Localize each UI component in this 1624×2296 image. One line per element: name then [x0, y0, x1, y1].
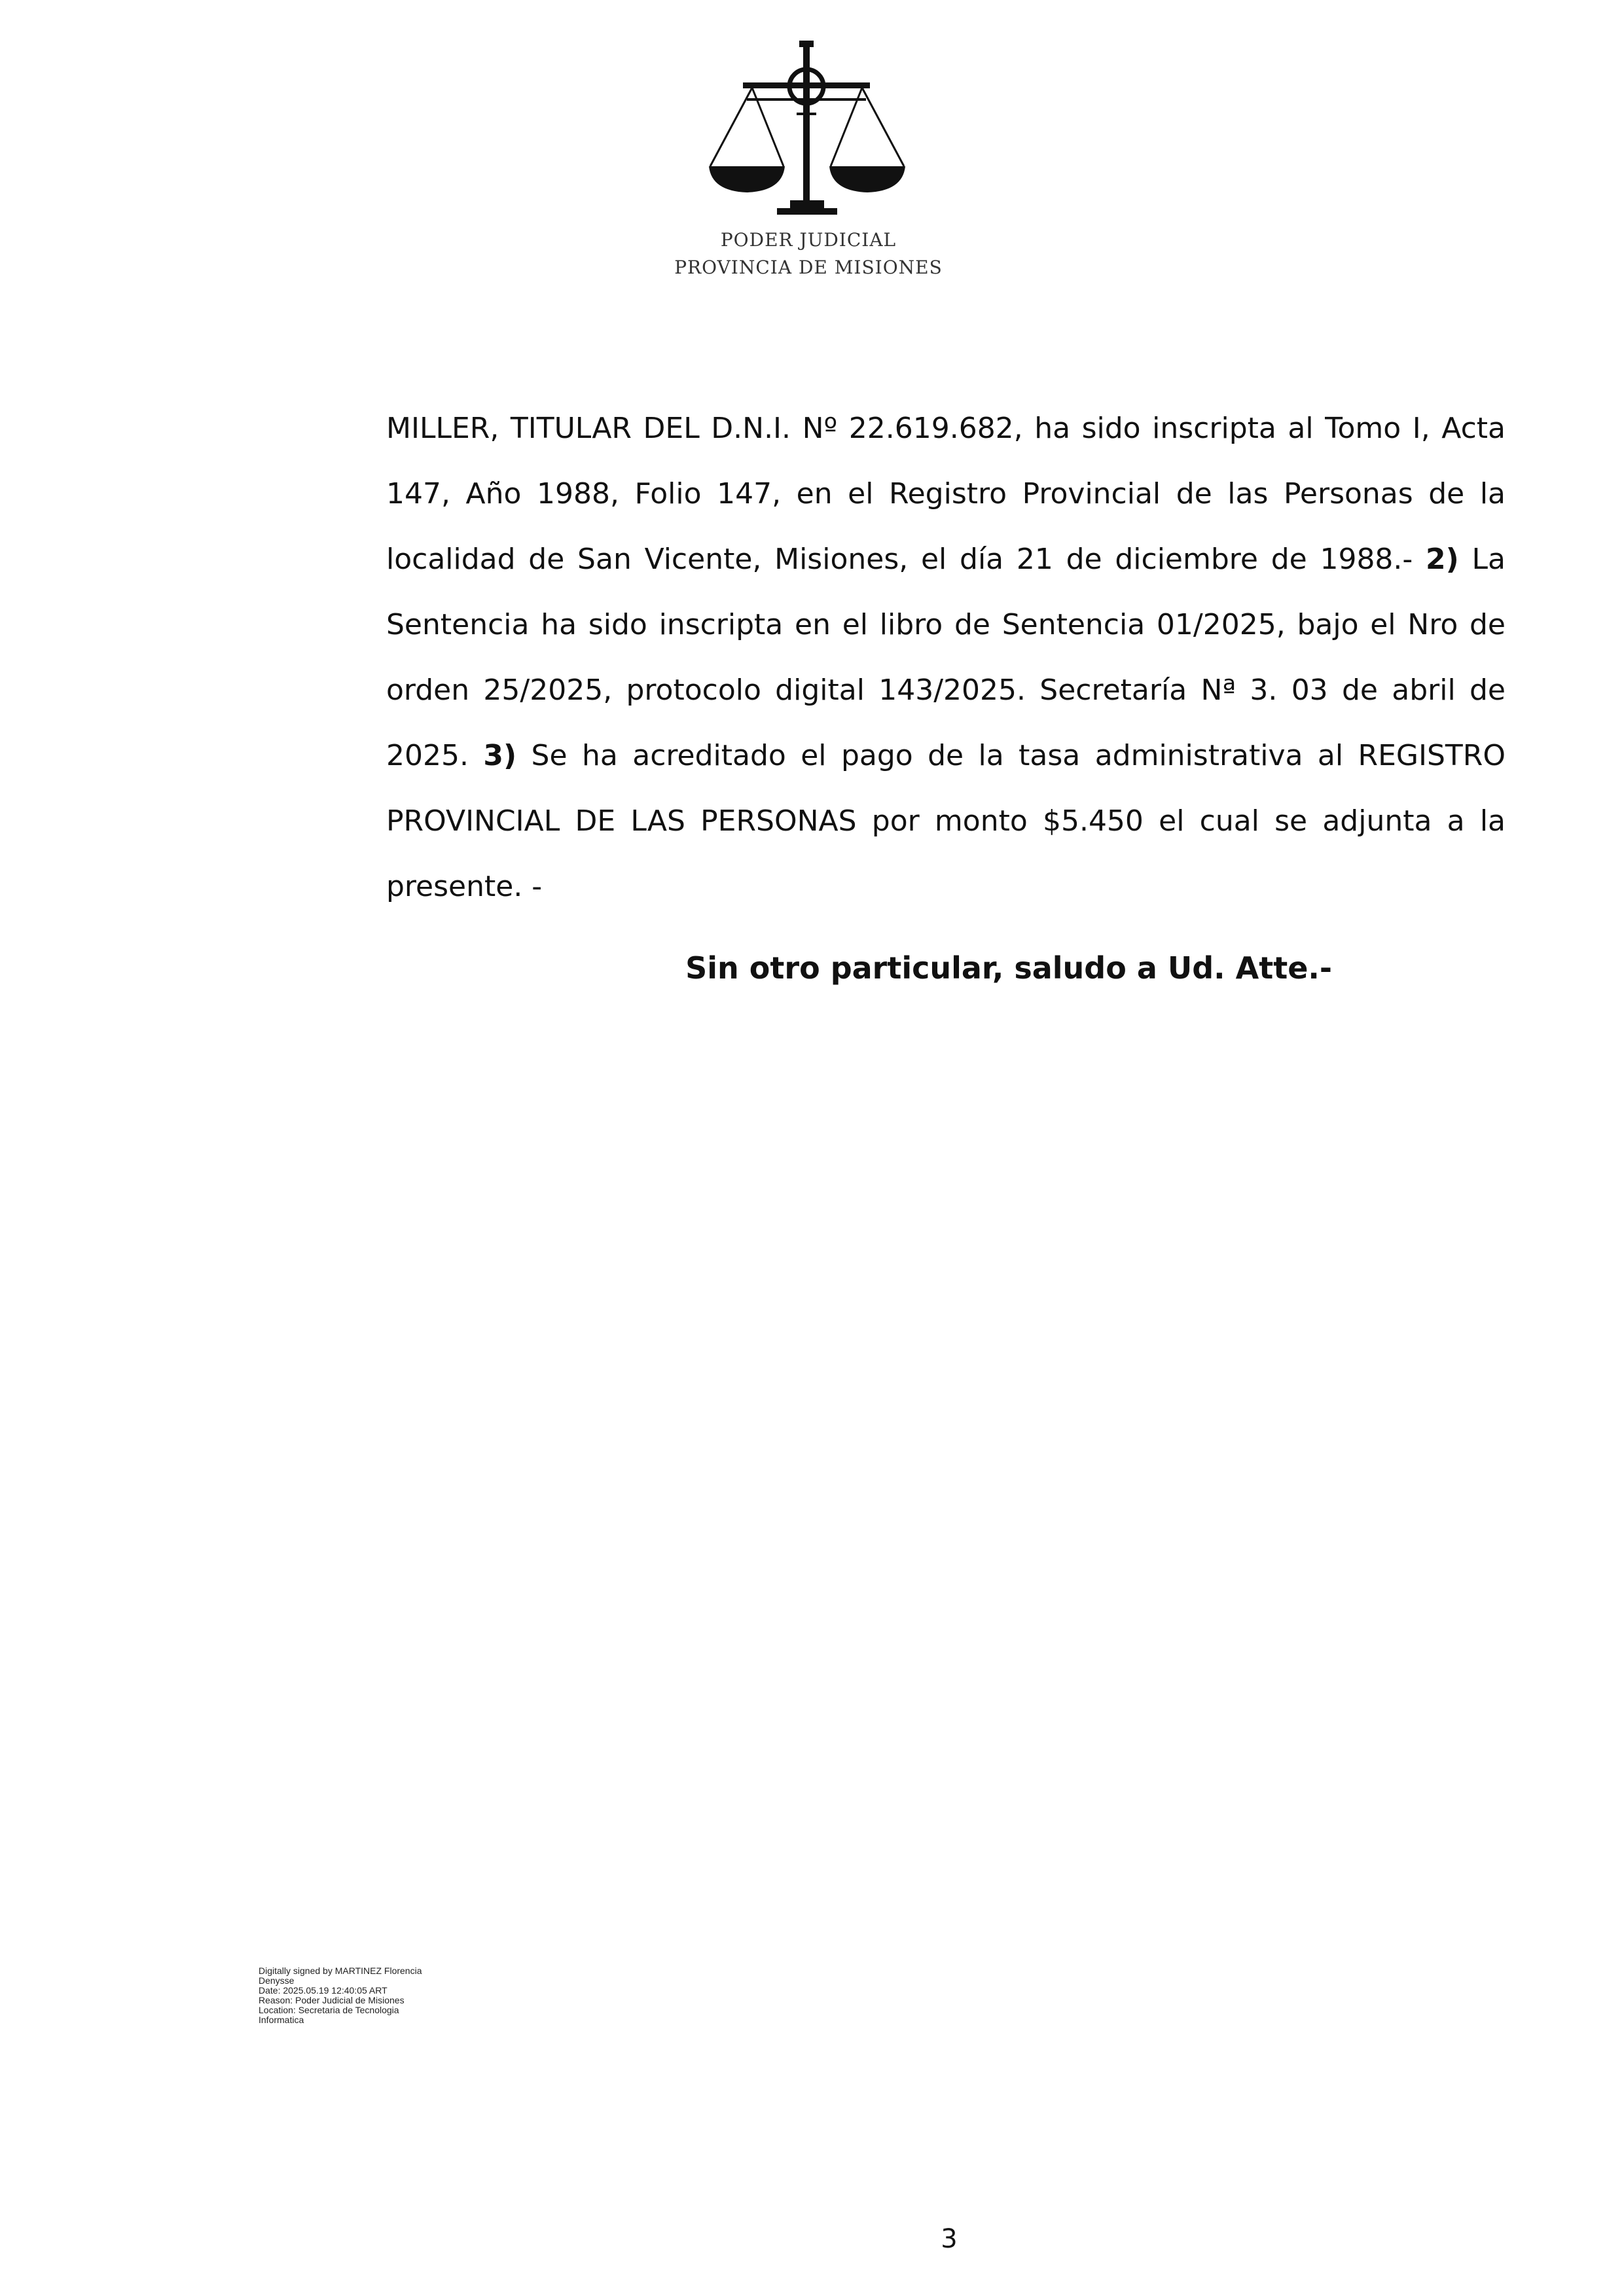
body-paragraph — [386, 396, 1506, 920]
institution-logo — [668, 41, 949, 283]
institution-name: PODER JUDICIAL — [720, 229, 897, 251]
signature-location-cont: Informatica — [259, 2015, 304, 2025]
paragraph-text: MILLER, TITULAR DEL D.N.I. Nº 22.619.682, ha sido inscripta al Tomo I, Acta 147, Año 1988, Folio 147, en el Registro Provincial de las Personas de la localidad de San Vicente, Misiones, el día 21 de diciembre de 1988.- — [386, 412, 1506, 576]
item-2-marker: 2) — [1426, 543, 1459, 576]
closing-salutation: Sin otro particular, saludo a Ud. Atte.- — [685, 950, 1332, 986]
signature-location: Location: Secretaria de Tecnologia — [259, 2005, 399, 2015]
signature-signer: Digitally signed by MARTINEZ Florencia — [259, 1965, 422, 1976]
signature-date: Date: 2025.05.19 12:40:05 ART — [259, 1985, 388, 1996]
item-3-marker: 3) — [483, 739, 517, 772]
item-3-text: Se ha acreditado el pago de la tasa administrativa al REGISTRO PROVINCIAL DE LAS PERSONAS por monto $5.450 el cual se adjunta a la presente. - — [386, 739, 1506, 903]
digital-signature-block — [259, 1966, 468, 2025]
signature-reason: Reason: Poder Judicial de Misiones — [259, 1995, 405, 2005]
item-2-text: La Sentencia ha sido inscripta en el libro de Sentencia 01/2025, bajo el Nro de orden 25/2025, protocolo digital 143/2025. Secretaría Nª 3. 03 de abril de 2025. — [386, 543, 1506, 772]
institution-province: PROVINCIA DE MISIONES — [674, 257, 943, 278]
page-number: 3 — [941, 2224, 958, 2254]
signature-signer-cont: Denysse — [259, 1975, 295, 1986]
scales-of-justice-icon — [704, 41, 913, 217]
